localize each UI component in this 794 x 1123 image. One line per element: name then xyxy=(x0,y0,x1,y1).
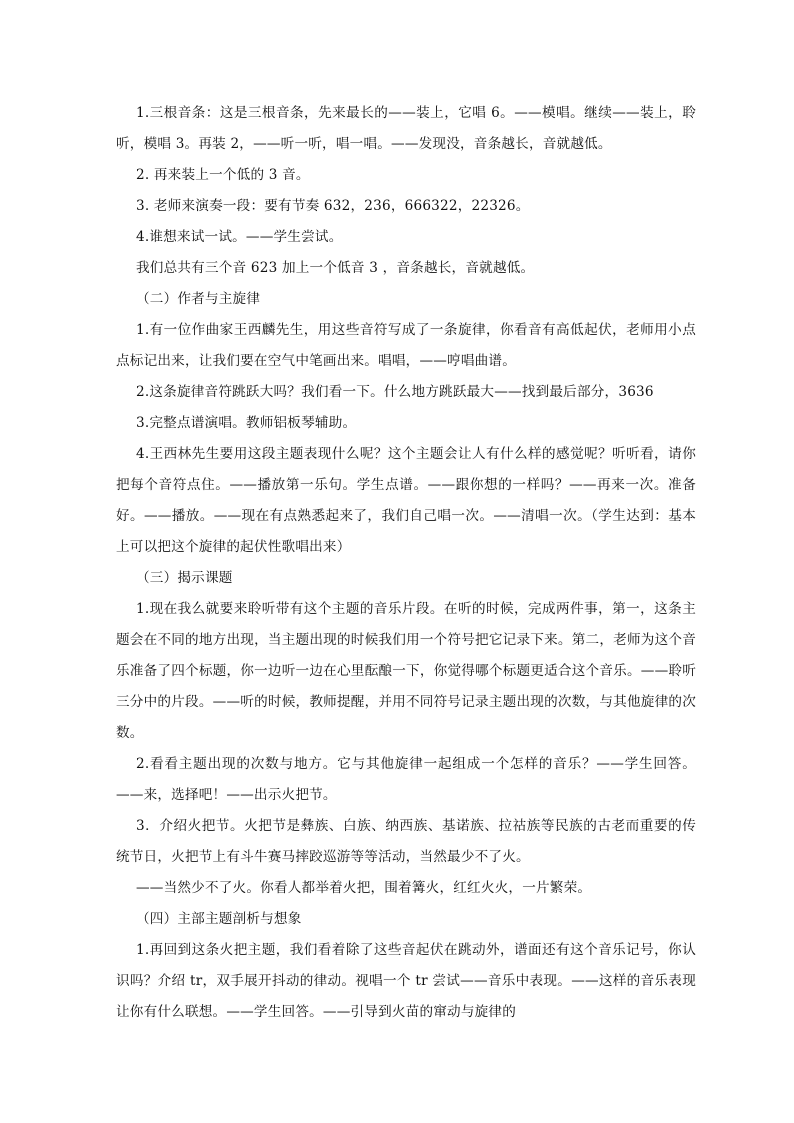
paragraph-2: 2. 再来装上一个低的 3 音。 xyxy=(136,167,310,183)
section-heading-2: （二）作者与主旋律 xyxy=(136,291,261,307)
paragraph-9: 4.王西林先生要用这段主题表现什么呢？这个主题会让人有什么样的感觉呢？听听看，请你把每个音符点住。——播放第一乐句。学生点谱。——跟你想的一样吗？——再来一次。准备好。——播放。——现在有点熟悉起来了，我们自己唱一次。——清唱一次。（学生达到：基本上可以把这个旋律的起伏性歌唱出来） xyxy=(116,446,696,555)
paragraph-4: 4.谁想来试一试。——学生尝试。 xyxy=(136,229,343,245)
paragraph-3: 3. 老师来演奏一段：要有节奏 632，236，666322，22326。 xyxy=(136,198,530,214)
paragraph-8: 3.完整点谱演唱。教师铝板琴辅助。 xyxy=(136,415,357,431)
paragraph-1: 1.三根音条：这是三根音条，先来最长的——装上，它唱 6。——模唱。继续——装上，聆听，模唱 3。再装 2，——听一听，唱一唱。——发现没，音条越长，音就越低。 xyxy=(116,105,696,152)
document-body xyxy=(116,98,696,1028)
section-heading-3: （三）揭示课题 xyxy=(136,570,233,586)
paragraph-7: 2.这条旋律音符跳跃大吗？我们看一下。什么地方跳跃最大——找到最后部分，3636 xyxy=(136,384,654,400)
section-heading-4: （四）主部主题剖析与想象 xyxy=(136,911,302,927)
paragraph-10: 1.现在我么就要来聆听带有这个主题的音乐片段。在听的时候，完成两件事，第一，这条主题会在不同的地方出现，当主题出现的时候我们用一个符号把它记录下来。第二，老师为这个音乐准备了四个标题，你一边听一边在心里酝酿一下，你觉得哪个标题更适合这个音乐。——聆听三分中的片段。——听的时候，教师提醒，并用不同符号记录主题出现的次数，与其他旋律的次数。 xyxy=(116,601,696,741)
paragraph-14: 1.再回到这条火把主题，我们看着除了这些音起伏在跳动外，谱面还有这个音乐记号，你认识吗？介绍 tr，双手展开抖动的律动。视唱一个 tr 尝试——音乐中表现。——这样的音乐表现让你有什么联想。——学生回答。——引导到火苗的窜动与旋律的 xyxy=(116,942,696,1020)
paragraph-11: 2.看看主题出现的次数与地方。它与其他旋律一起组成一个怎样的音乐？——学生回答。——来，选择吧！——出示火把节。 xyxy=(116,756,696,803)
paragraph-6: 1.有一位作曲家王西麟先生，用这些音符写成了一条旋律，你看音有高低起伏，老师用小点点标记出来，让我们要在空气中笔画出来。唱唱，——哼唱曲谱。 xyxy=(116,322,696,369)
paragraph-13: ——当然少不了火。你看人都举着火把，围着篝火，红红火火，一片繁荣。 xyxy=(136,880,592,896)
paragraph-12: 3．介绍火把节。火把节是彝族、白族、纳西族、基诺族、拉祜族等民族的古老而重要的传统节日，火把节上有斗牛赛马摔跤巡游等等活动，当然最少不了火。 xyxy=(116,818,696,865)
paragraph-5: 我们总共有三个音 623 加上一个低音 3 ，音条越长，音就越低。 xyxy=(136,260,535,276)
